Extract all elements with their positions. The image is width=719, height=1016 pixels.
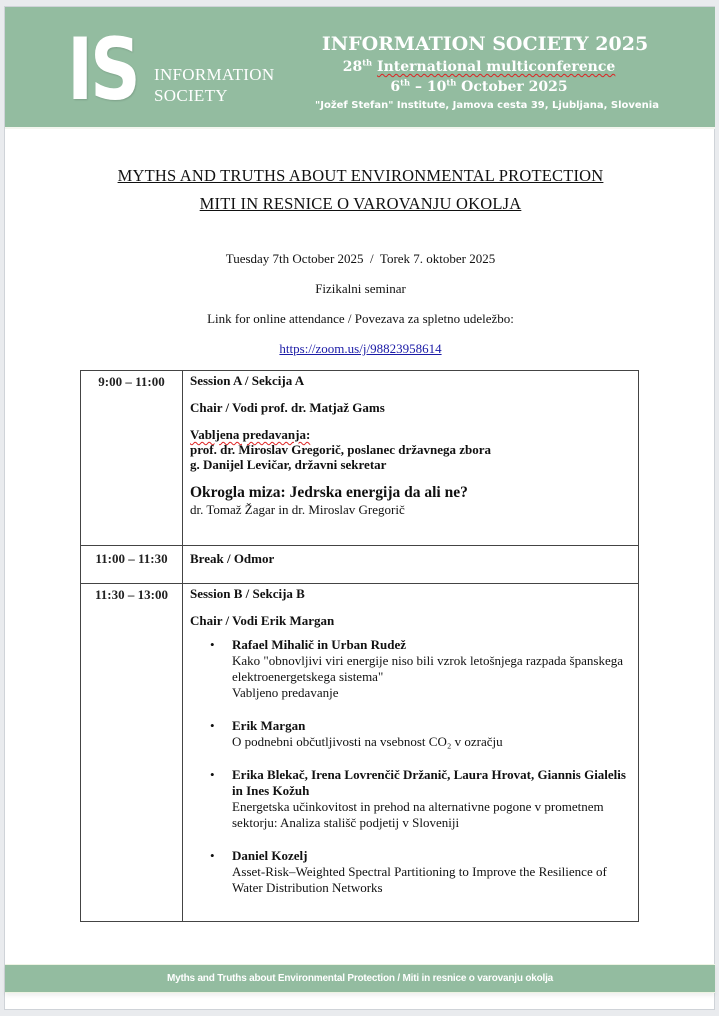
date-separator: – <box>410 79 427 95</box>
talk-title: Kako "obnovljivi viri energije niso bili vzrok letošnjega razpada španskega elektroenergetskega sistema" <box>232 653 623 684</box>
document-title <box>5 162 716 218</box>
talk-title: O podnebni občutljivosti na vsebnost CO₂ v ozračju <box>232 734 503 749</box>
event-date: Tuesday 7th October 2025 / Torek 7. oktober 2025 <box>225 251 496 266</box>
invited-speaker-1: prof. dr. Miroslav Gregorič, poslanec državnega zbora <box>190 442 492 457</box>
edition-suffix: th <box>362 57 373 68</box>
session-title: Session B / Sekcija B <box>190 586 305 601</box>
event-meta <box>5 244 716 364</box>
talk-authors: • Erik Margan <box>232 718 306 733</box>
talk-authors: • Rafael Mihalič in Urban Rudež <box>232 637 407 652</box>
roundtable-speakers: dr. Tomaž Žagar in dr. Miroslav Gregorič <box>190 502 405 517</box>
zoom-link[interactable]: https://zoom.us/j/98823958614 <box>279 341 442 356</box>
schedule-row-session-b <box>81 584 639 922</box>
session-chair: Chair / Vodi Erik Margan <box>190 613 335 628</box>
title-english: MYTHS AND TRUTHS ABOUT ENVIRONMENTAL PROTECTION <box>117 166 604 185</box>
conference-header-banner <box>5 7 715 129</box>
date-start-suffix: th <box>400 77 411 88</box>
time-cell: 11:00 – 11:30 <box>81 546 183 584</box>
conference-dates <box>299 77 659 97</box>
date-month-year: October 2025 <box>461 79 568 95</box>
talk-authors: • Daniel Kozelj <box>232 848 308 863</box>
logo-line-2: SOCIETY <box>154 86 228 105</box>
time-cell: 11:30 – 13:00 <box>81 584 183 922</box>
talk-item <box>190 718 632 750</box>
talk-title: Energetska učinkovitost in prehod na alternativne pogone v prometnem sektorju: Analiza stališč podjetij v Sloveniji <box>232 799 604 830</box>
break-details <box>183 546 639 584</box>
online-link-label: Link for online attendance / Povezava za spletno udeležbo: <box>207 311 514 326</box>
is-logo: IS <box>67 20 138 120</box>
document-page <box>4 6 715 1010</box>
talk-item <box>190 848 632 896</box>
conference-title: INFORMATION SOCIETY 2025 <box>321 33 649 55</box>
date-end: 10 <box>426 79 447 95</box>
conference-edition <box>299 57 659 77</box>
conference-venue: "Jožef Stefan" Institute, Jamova cesta 39, Ljubljana, Slovenia <box>315 100 659 111</box>
session-chair: Chair / Vodi prof. dr. Matjaž Gams <box>190 400 385 415</box>
schedule-table <box>80 370 639 922</box>
talk-title: Asset-Risk–Weighted Spectral Partitioning to Improve the Resilience of Water Distribution Networks <box>232 864 607 895</box>
date-start: 6 <box>390 79 401 95</box>
logo-line-1: INFORMATION <box>154 65 275 84</box>
session-title: Session A / Sekcija A <box>190 373 305 388</box>
talk-list <box>190 637 632 896</box>
logo-wordmark <box>154 64 274 106</box>
event-location: Fizikalni seminar <box>315 281 406 296</box>
talk-note: Vabljeno predavanje <box>232 685 339 700</box>
time-cell: 9:00 – 11:00 <box>81 371 183 546</box>
title-slovene: MITI IN RESNICE O VAROVANJU OKOLJA <box>199 194 522 213</box>
schedule-row-session-a <box>81 371 639 546</box>
date-end-suffix: th <box>446 77 457 88</box>
schedule-row-break <box>81 546 639 584</box>
session-a-details <box>183 371 639 546</box>
invited-heading: Vabljena predavanja: <box>190 427 311 442</box>
invited-speaker-2: g. Danijel Levičar, državni sekretar <box>190 457 387 472</box>
session-b-details <box>183 584 639 922</box>
roundtable-title: Okrogla miza: Jedrska energija da ali ne? <box>190 484 468 501</box>
edition-text: International multiconference <box>377 59 616 75</box>
edition-number: 28 <box>342 59 363 75</box>
footer-banner: Myths and Truths about Environmental Protection / Miti in resnice o varovanju okolja <box>5 964 715 993</box>
talk-item <box>190 637 632 701</box>
talk-authors: • Erika Blekač, Irena Lovrenčič Držanič, Laura Hrovat, Giannis Gialelis in Ines Kožuh <box>232 767 626 798</box>
talk-item <box>190 767 632 831</box>
conference-info <box>299 31 659 115</box>
break-label: Break / Odmor <box>190 551 275 566</box>
